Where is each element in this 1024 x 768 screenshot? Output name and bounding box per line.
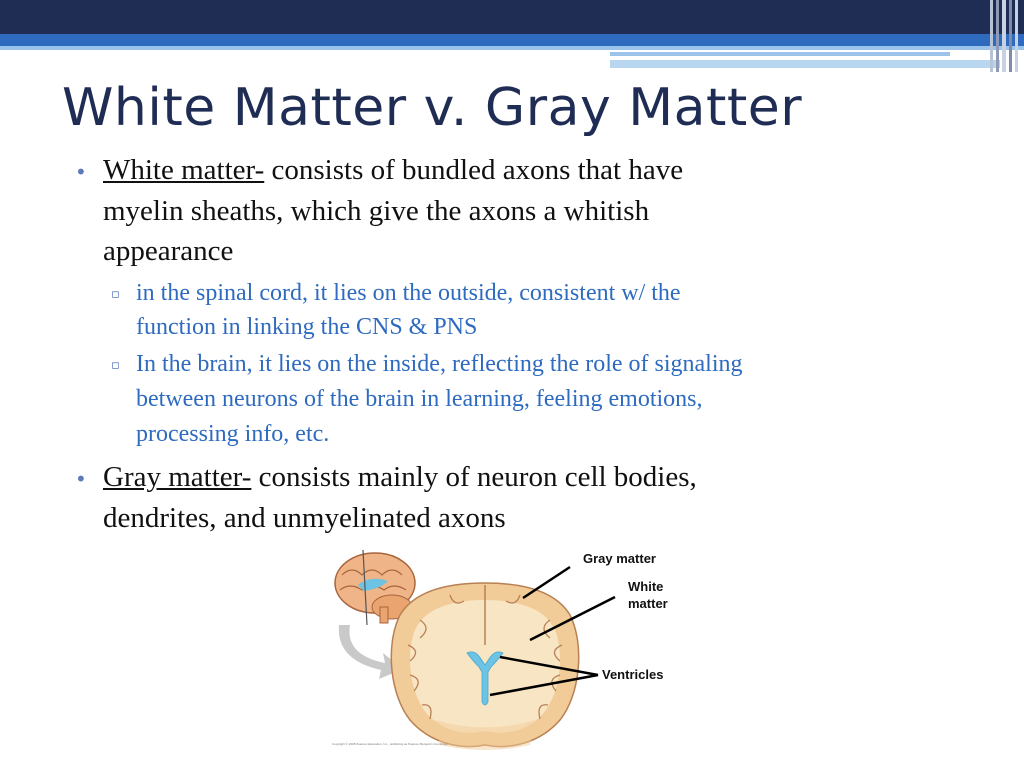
brain-cross-section-figure (330, 545, 700, 755)
sub-bullet-marker: ▫ (111, 358, 120, 373)
sub-bullet-brain-line3: processing info, etc. (136, 421, 330, 447)
bullet-white-matter-line3: appearance (103, 235, 234, 267)
bullet-white-matter-line1 (103, 150, 903, 190)
sub-bullet-spinal-line2: function in linking the CNS & PNS (136, 314, 478, 340)
bullet-text: consists mainly of neuron cell bodies, (251, 461, 697, 493)
term-gray-matter: Gray matter- (103, 461, 252, 493)
label-ventricles: Ventricles (602, 667, 664, 682)
term-white-matter: White matter- (103, 154, 265, 186)
label-white-matter-line2: matter (628, 596, 668, 611)
bullet-gray-matter-line2: dendrites, and unmyelinated axons (103, 502, 506, 534)
figure-copyright: Copyright © 2008 Pearson Education, Inc., publishing as Pearson Benjamin Cummings (332, 742, 448, 746)
label-white-matter-line1: White (628, 579, 664, 594)
sub-bullet-brain-line2: between neurons of the brain in learning, feeling emotions, (136, 386, 703, 412)
bullet-text: consists of bundled axons that have (264, 154, 684, 186)
bullet-marker: • (75, 467, 87, 491)
bullet-gray-matter-line1 (103, 457, 903, 497)
bullet-marker: • (75, 160, 87, 184)
bullet-white-matter-line2: myelin sheaths, which give the axons a whitish (103, 195, 650, 227)
sub-bullet-brain-line1: In the brain, it lies on the inside, reflecting the role of signaling (136, 351, 743, 377)
label-gray-matter: Gray matter (583, 551, 656, 566)
slide-title: White Matter v. Gray Matter (62, 78, 803, 138)
sub-bullet-spinal-line1: in the spinal cord, it lies on the outside, consistent w/ the (136, 280, 681, 306)
sub-bullet-marker: ▫ (111, 287, 120, 302)
